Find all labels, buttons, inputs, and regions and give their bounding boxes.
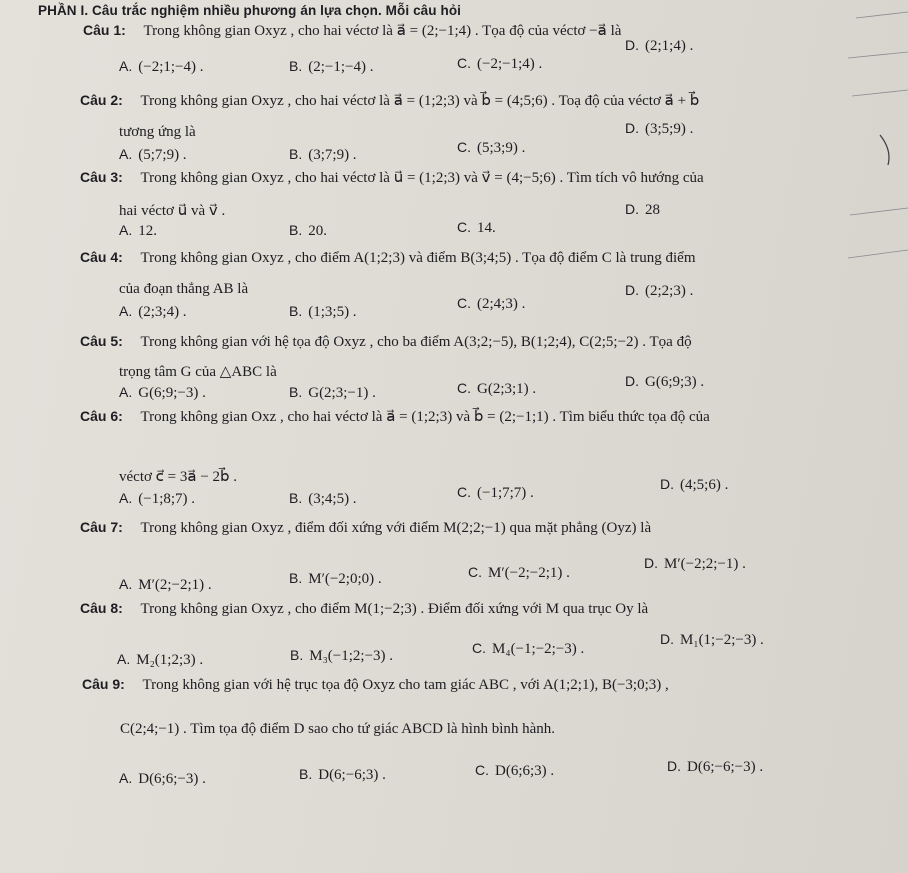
question-text-cont: của đoạn thẳng AB là	[119, 281, 249, 297]
option-c[interactable]: C. (−2;−1;4) .	[457, 55, 543, 72]
option-b[interactable]: B. (2;−1;−4) .	[289, 58, 374, 75]
option-b[interactable]: B. (3;7;9) .	[289, 146, 357, 163]
option-d[interactable]: D. M′(−2;2;−1) .	[644, 555, 746, 572]
question-label: Câu 1:	[83, 22, 126, 38]
option-d[interactable]: D. (4;5;6) .	[660, 476, 729, 493]
option-c[interactable]: C. M′(−2;−2;1) .	[468, 564, 570, 581]
option-d[interactable]: D. M₁(1;−2;−3) .	[660, 631, 764, 648]
question-text: Trong không gian Oxyz , điểm đối xứng với điểm M(2;2;−1) qua mặt phẳng (Oyz) là	[140, 520, 652, 536]
option-d[interactable]: D. G(6;9;3) .	[625, 373, 705, 390]
option-d[interactable]: D. (2;2;3) .	[625, 282, 694, 299]
option-c[interactable]: C. 14.	[457, 219, 496, 236]
section-title: PHẦN I. Câu trắc nghiệm nhiều phương án lựa chọn. Mỗi câu hỏi	[38, 3, 462, 18]
option-b[interactable]: B. D(6;−6;3) .	[299, 766, 386, 783]
option-b[interactable]: B. (3;4;5) .	[289, 490, 357, 507]
question-text: Trong không gian với hệ trục tọa độ Oxyz cho tam giác ABC , với A(1;2;1), B(−3;0;3) ,	[142, 677, 669, 693]
option-c[interactable]: C. D(6;6;3) .	[475, 762, 555, 779]
option-a[interactable]: A. (2;3;4) .	[119, 303, 187, 320]
option-d[interactable]: D. (3;5;9) .	[625, 120, 694, 137]
question-label: Câu 9:	[82, 676, 125, 692]
option-c[interactable]: C. (2;4;3) .	[457, 295, 526, 312]
option-d[interactable]: D. 28	[625, 201, 660, 218]
question-text: Trong không gian Oxyz , cho hai véctơ là a⃗ = (2;−1;4) . Tọa độ của véctơ −a⃗ là	[143, 23, 622, 39]
option-a[interactable]: A. G(6;9;−3) .	[119, 384, 206, 401]
question-label: Câu 5:	[80, 333, 123, 349]
question-label: Câu 4:	[80, 249, 123, 265]
option-d[interactable]: D. D(6;−6;−3) .	[667, 758, 764, 775]
option-c[interactable]: C. G(2;3;1) .	[457, 380, 537, 397]
question-text-cont: hai véctơ u⃗ và v⃗ .	[119, 203, 226, 219]
question-label: Câu 3:	[80, 169, 123, 185]
option-b[interactable]: B. 20.	[289, 222, 327, 239]
option-b[interactable]: B. M′(−2;0;0) .	[289, 570, 382, 587]
question-text-cont: trọng tâm G của △ABC là	[119, 364, 277, 380]
option-a[interactable]: A. M′(2;−2;1) .	[119, 576, 212, 593]
question-label: Câu 7:	[80, 519, 123, 535]
option-a[interactable]: A. 12.	[119, 222, 157, 239]
option-a[interactable]: A. (−2;1;−4) .	[119, 58, 204, 75]
question-text: Trong không gian Oxyz , cho hai véctơ là a⃗ = (1;2;3) và b⃗ = (4;5;6) . Toạ độ của véctơ a⃗ + b⃗	[140, 93, 700, 109]
option-c[interactable]: C. (5;3;9) .	[457, 139, 526, 156]
question-label: Câu 2:	[80, 92, 123, 108]
question-text: Trong không gian với hệ tọa độ Oxyz , cho ba điểm A(3;2;−5), B(1;2;4), C(2;5;−2) . Tọa độ	[140, 334, 692, 350]
option-a[interactable]: A. M₂(1;2;3) .	[117, 651, 204, 668]
question-text: Trong không gian Oxz , cho hai véctơ là a⃗ = (1;2;3) và b⃗ = (2;−1;1) . Tìm biểu thức tọa độ của	[140, 409, 710, 425]
question-text: Trong không gian Oxyz , cho điểm A(1;2;3) và điểm B(3;4;5) . Tọa độ điểm C là trung điểm	[140, 250, 696, 266]
question-text: Trong không gian Oxyz , cho điểm M(1;−2;3) . Điểm đối xứng với M qua trục Oy là	[140, 601, 649, 617]
option-b[interactable]: B. M₃(−1;2;−3) .	[290, 647, 394, 664]
question-label: Câu 8:	[80, 600, 123, 616]
option-a[interactable]: A. (5;7;9) .	[119, 146, 187, 163]
question-text-cont: tương ứng là	[119, 124, 196, 140]
option-a[interactable]: A. D(6;6;−3) .	[119, 770, 206, 787]
question-text: Trong không gian Oxyz , cho hai véctơ là u⃗ = (1;2;3) và v⃗ = (4;−5;6) . Tìm tích vô hướng của	[140, 170, 704, 186]
option-a[interactable]: A. (−1;8;7) .	[119, 490, 196, 507]
question-text-cont: véctơ c⃗ = 3a⃗ − 2b⃗ .	[119, 469, 238, 485]
question-text-cont: C(2;4;−1) . Tìm tọa độ điểm D sao cho tứ giác ABCD là hình bình hành.	[120, 721, 556, 737]
option-b[interactable]: B. G(2;3;−1) .	[289, 384, 376, 401]
option-b[interactable]: B. (1;3;5) .	[289, 303, 357, 320]
question-label: Câu 6:	[80, 408, 123, 424]
margin-lines-decoration	[848, 0, 908, 873]
option-d[interactable]: D. (2;1;4) .	[625, 37, 694, 54]
option-c[interactable]: C. M₄(−1;−2;−3) .	[472, 640, 585, 657]
option-c[interactable]: C. (−1;7;7) .	[457, 484, 534, 501]
